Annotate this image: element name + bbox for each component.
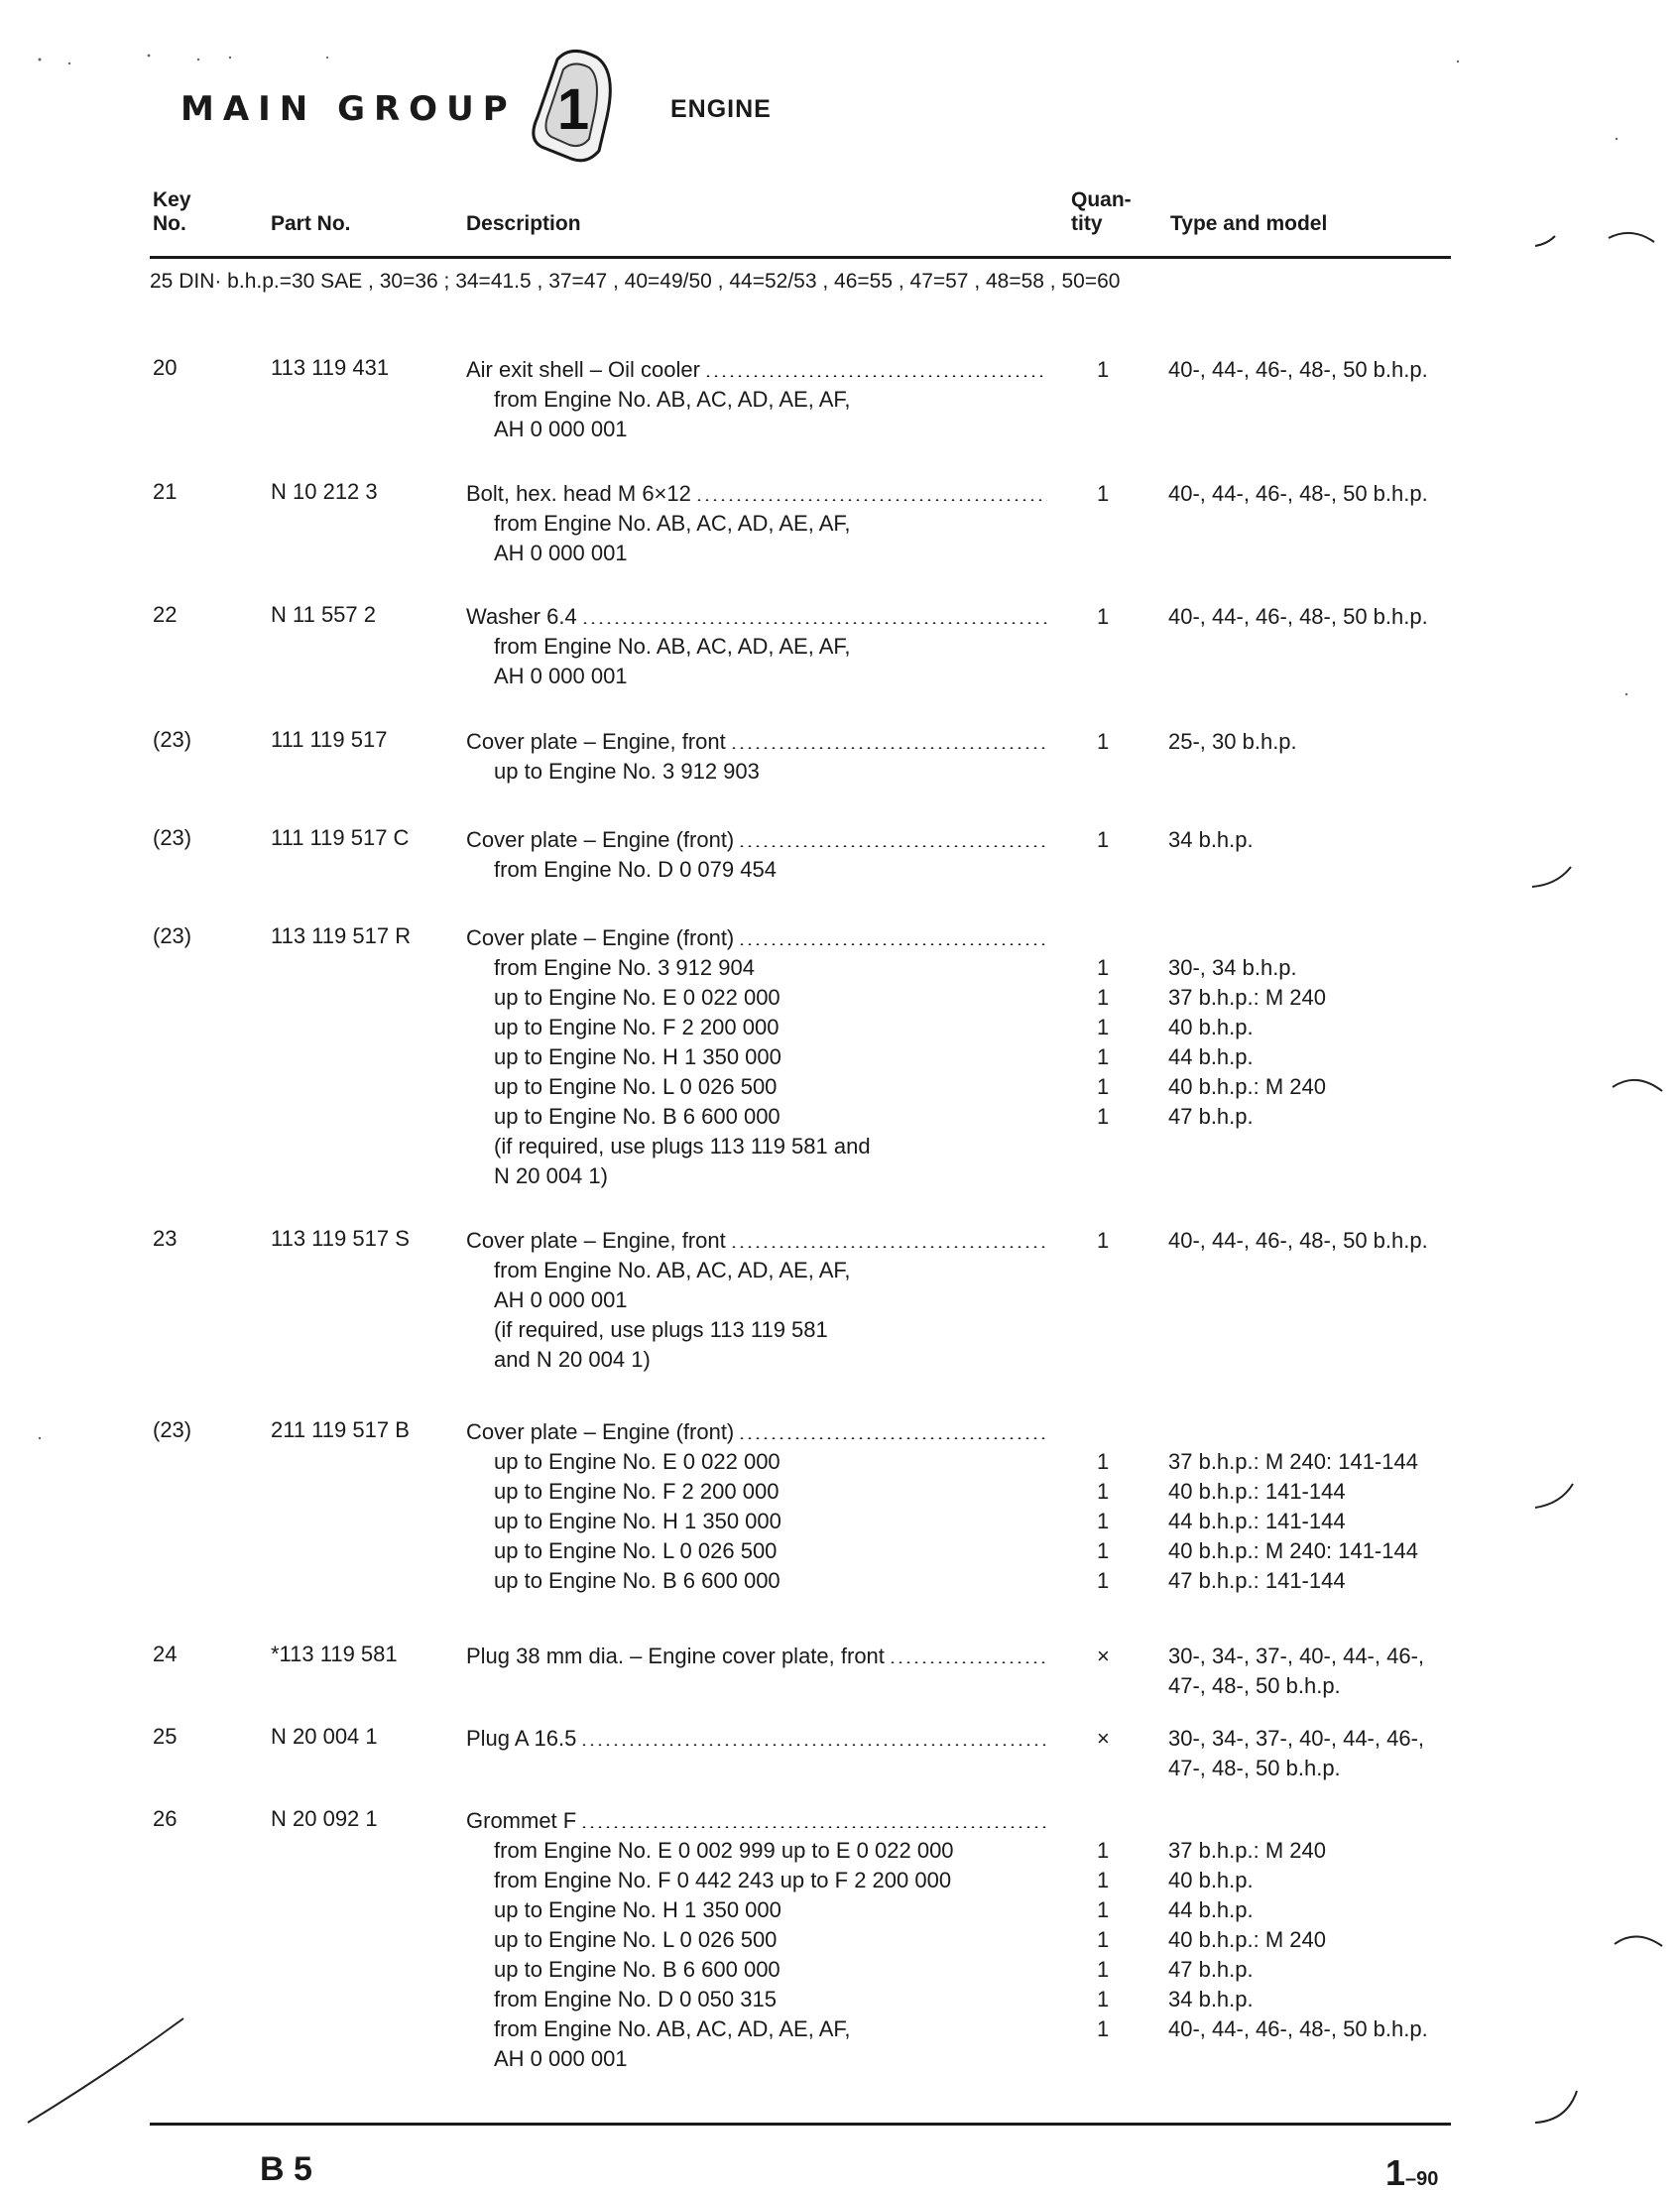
main-group-label: MAIN GROUP xyxy=(180,89,517,129)
entry-line xyxy=(466,1866,1676,1895)
type-model: 40-, 44-, 46-, 48-, 50 b.h.p. xyxy=(1168,2016,1428,2041)
quantity: 1 xyxy=(1097,729,1110,754)
part-number: 113 119 517 S xyxy=(271,1226,410,1251)
key-number: (23) xyxy=(153,923,192,948)
description-main xyxy=(466,727,1051,757)
quantity: 1 xyxy=(1097,1568,1110,1593)
description-detail: up to Engine No. B 6 600 000 xyxy=(494,1568,780,1593)
description-text: Air exit shell – Oil cooler xyxy=(466,357,700,382)
type-model: 40 b.h.p.: M 240 xyxy=(1168,1074,1326,1099)
type-model: 40-, 44-, 46-, 48-, 50 b.h.p. xyxy=(1168,604,1428,629)
page-number: 1–90 xyxy=(1385,2152,1439,2193)
quantity: × xyxy=(1097,1644,1110,1668)
key-number: (23) xyxy=(153,1417,192,1442)
description-detail: and N 20 004 1) xyxy=(494,1347,651,1372)
header-rule xyxy=(150,256,1451,259)
description-main xyxy=(466,1417,1051,1447)
part-number: *113 119 581 xyxy=(271,1642,398,1666)
entry-line xyxy=(466,1754,1676,1783)
entry-line xyxy=(466,727,1676,757)
dot-leader xyxy=(730,747,1047,749)
entry-line xyxy=(466,1925,1676,1955)
entry-line xyxy=(466,953,1676,983)
entry-lines xyxy=(466,727,1676,787)
quantity: 1 xyxy=(1097,1897,1110,1922)
quantity: 1 xyxy=(1097,1838,1110,1863)
entry-line xyxy=(466,2044,1676,2074)
quantity: 1 xyxy=(1097,604,1110,629)
description-detail: AH 0 000 001 xyxy=(494,417,628,441)
entry-line xyxy=(466,1013,1676,1042)
dot-leader xyxy=(889,1661,1047,1663)
description-main xyxy=(466,479,1051,509)
entry-line xyxy=(466,1285,1676,1315)
description-text: Cover plate – Engine (front) xyxy=(466,925,735,950)
entry-line xyxy=(466,1895,1676,1925)
description-detail: AH 0 000 001 xyxy=(494,664,628,688)
description-detail: from Engine No. AB, AC, AD, AE, AF, xyxy=(494,387,851,412)
part-number: 111 119 517 C xyxy=(271,825,410,850)
description-detail: up to Engine No. L 0 026 500 xyxy=(494,1074,778,1099)
entry-line xyxy=(466,1161,1676,1191)
entry-lines xyxy=(466,1417,1676,1596)
entry-line xyxy=(466,1226,1676,1256)
entry-lines xyxy=(466,1226,1676,1375)
quantity: 1 xyxy=(1097,1015,1110,1039)
entry-line xyxy=(466,1345,1676,1375)
footer-code: B 5 xyxy=(260,2150,312,2188)
description-main xyxy=(466,1226,1051,1256)
description-main xyxy=(466,602,1051,632)
group-number-text: 1 xyxy=(556,77,590,142)
entry-line xyxy=(466,415,1676,444)
entry-line xyxy=(466,1955,1676,1985)
description-detail: from Engine No. 3 912 904 xyxy=(494,955,755,980)
part-number: 211 119 517 B xyxy=(271,1417,410,1442)
quantity: 1 xyxy=(1097,1927,1110,1952)
quantity: 1 xyxy=(1097,1044,1110,1069)
part-number: 113 119 517 R xyxy=(271,923,412,948)
entry-line xyxy=(466,1256,1676,1285)
entry-line xyxy=(466,1836,1676,1866)
description-main xyxy=(466,355,1051,385)
description-text: Plug A 16.5 xyxy=(466,1726,577,1751)
entry-line xyxy=(466,855,1676,885)
description-main xyxy=(466,923,1051,953)
entry-line xyxy=(466,825,1676,855)
column-header-quantity: Quan- tity xyxy=(1071,188,1132,235)
entry-line xyxy=(466,509,1676,539)
page-number-main: 1 xyxy=(1385,2152,1406,2193)
key-number: (23) xyxy=(153,825,192,850)
entry-line xyxy=(466,1132,1676,1161)
description-detail: from Engine No. E 0 002 999 up to E 0 022 000 xyxy=(494,1838,954,1863)
entry-lines xyxy=(466,1724,1676,1783)
key-number: 21 xyxy=(153,479,178,504)
type-model: 25-, 30 b.h.p. xyxy=(1168,729,1297,754)
quantity: 1 xyxy=(1097,955,1110,980)
description-detail: up to Engine No. F 2 200 000 xyxy=(494,1015,780,1039)
type-model: 44 b.h.p.: 141-144 xyxy=(1168,1509,1346,1533)
entry-line xyxy=(466,1566,1676,1596)
description-detail: up to Engine No. F 2 200 000 xyxy=(494,1479,780,1504)
quantity: 1 xyxy=(1097,1479,1110,1504)
page-number-sub: 90 xyxy=(1416,2168,1439,2190)
key-number: 24 xyxy=(153,1642,178,1666)
footer-rule xyxy=(150,2123,1451,2126)
description-text: Plug 38 mm dia. – Engine cover plate, front xyxy=(466,1644,885,1668)
hp-equivalence-note: 25 DIN· b.h.p.=30 SAE , 30=36 ; 34=41.5 , 37=47 , 40=49/50 , 44=52/53 , 46=55 , 47=57 , 48=58 , 50=60 xyxy=(150,270,1121,293)
type-model: 40 b.h.p. xyxy=(1168,1868,1254,1892)
type-model: 47 b.h.p. xyxy=(1168,1104,1254,1129)
description-detail: from Engine No. AB, AC, AD, AE, AF, xyxy=(494,1258,851,1282)
quantity: 1 xyxy=(1097,1509,1110,1533)
type-model: 30-, 34-, 37-, 40-, 44-, 46-, xyxy=(1168,1644,1425,1668)
quantity: 1 xyxy=(1097,1074,1110,1099)
quantity: 1 xyxy=(1097,481,1110,506)
description-detail: up to Engine No. L 0 026 500 xyxy=(494,1538,778,1563)
quantity: 1 xyxy=(1097,1957,1110,1982)
quantity: 1 xyxy=(1097,2016,1110,2041)
type-model: 40-, 44-, 46-, 48-, 50 b.h.p. xyxy=(1168,481,1428,506)
key-number: 23 xyxy=(153,1226,178,1251)
description-detail: up to Engine No. 3 912 903 xyxy=(494,759,760,784)
dot-leader xyxy=(581,622,1047,624)
description-detail: AH 0 000 001 xyxy=(494,2046,628,2071)
dot-leader xyxy=(738,845,1047,847)
description-detail: (if required, use plugs 113 119 581 and xyxy=(494,1134,871,1158)
dot-leader xyxy=(730,1246,1047,1248)
type-model: 40-, 44-, 46-, 48-, 50 b.h.p. xyxy=(1168,1228,1428,1253)
entry-lines xyxy=(466,479,1676,568)
type-model: 44 b.h.p. xyxy=(1168,1897,1254,1922)
column-header-key-no: Key No. xyxy=(153,188,191,235)
description-text: Grommet F xyxy=(466,1808,577,1833)
description-detail: from Engine No. F 0 442 243 up to F 2 200 000 xyxy=(494,1868,952,1892)
entry-line xyxy=(466,1507,1676,1536)
quantity: 1 xyxy=(1097,1228,1110,1253)
part-number: N 11 557 2 xyxy=(271,602,377,627)
entry-line xyxy=(466,1447,1676,1477)
entry-line xyxy=(466,1042,1676,1072)
entry-line xyxy=(466,602,1676,632)
type-model: 34 b.h.p. xyxy=(1168,827,1254,852)
part-number: 111 119 517 xyxy=(271,727,388,752)
type-model: 40 b.h.p.: M 240: 141-144 xyxy=(1168,1538,1418,1563)
entry-lines xyxy=(466,923,1676,1191)
description-main xyxy=(466,1642,1051,1671)
description-text: Cover plate – Engine (front) xyxy=(466,827,735,852)
description-detail: from Engine No. AB, AC, AD, AE, AF, xyxy=(494,511,851,536)
description-main xyxy=(466,1724,1051,1754)
entry-lines xyxy=(466,355,1676,444)
type-model: 34 b.h.p. xyxy=(1168,1987,1254,2011)
description-detail: up to Engine No. H 1 350 000 xyxy=(494,1044,781,1069)
entry-line xyxy=(466,1671,1676,1701)
entry-lines xyxy=(466,1642,1676,1701)
description-detail: from Engine No. D 0 050 315 xyxy=(494,1987,777,2011)
quantity: 1 xyxy=(1097,1449,1110,1474)
description-detail: up to Engine No. E 0 022 000 xyxy=(494,1449,780,1474)
description-main xyxy=(466,825,1051,855)
entry-lines xyxy=(466,602,1676,691)
entry-line xyxy=(466,1806,1676,1836)
quantity: 1 xyxy=(1097,1987,1110,2011)
description-detail: AH 0 000 001 xyxy=(494,1287,628,1312)
entry-line xyxy=(466,1642,1676,1671)
description-detail: up to Engine No. E 0 022 000 xyxy=(494,985,780,1010)
type-model: 47-, 48-, 50 b.h.p. xyxy=(1168,1756,1341,1780)
entry-line xyxy=(466,1985,1676,2014)
part-number: 113 119 431 xyxy=(271,355,390,380)
type-model: 47 b.h.p. xyxy=(1168,1957,1254,1982)
dot-leader xyxy=(738,1437,1047,1439)
section-title: ENGINE xyxy=(670,95,772,123)
entry-line xyxy=(466,1315,1676,1345)
entry-lines xyxy=(466,1806,1676,2074)
part-number: N 20 092 1 xyxy=(271,1806,378,1831)
type-model: 44 b.h.p. xyxy=(1168,1044,1254,1069)
quantity: 1 xyxy=(1097,1868,1110,1892)
type-model: 40 b.h.p.: 141-144 xyxy=(1168,1479,1346,1504)
entry-line xyxy=(466,479,1676,509)
quantity: 1 xyxy=(1097,985,1110,1010)
description-main xyxy=(466,1806,1051,1836)
description-text: Bolt, hex. head M 6×12 xyxy=(466,481,691,506)
entry-line xyxy=(466,1417,1676,1447)
column-header-part-no: Part No. xyxy=(271,212,351,235)
type-model: 40 b.h.p.: M 240 xyxy=(1168,1927,1326,1952)
type-model: 40-, 44-, 46-, 48-, 50 b.h.p. xyxy=(1168,357,1428,382)
description-detail: up to Engine No. H 1 350 000 xyxy=(494,1509,781,1533)
entry-line xyxy=(466,2014,1676,2044)
description-detail: up to Engine No. B 6 600 000 xyxy=(494,1957,780,1982)
group-number-emblem xyxy=(528,48,615,165)
description-detail: AH 0 000 001 xyxy=(494,541,628,565)
entry-line xyxy=(466,1102,1676,1132)
dot-leader xyxy=(580,1826,1047,1828)
entry-line xyxy=(466,1724,1676,1754)
description-text: Cover plate – Engine, front xyxy=(466,729,726,754)
description-detail: from Engine No. AB, AC, AD, AE, AF, xyxy=(494,634,851,659)
entry-line xyxy=(466,385,1676,415)
description-detail: N 20 004 1) xyxy=(494,1163,608,1188)
description-detail: from Engine No. D 0 079 454 xyxy=(494,857,777,882)
part-number: N 10 212 3 xyxy=(271,479,378,504)
type-model: 37 b.h.p.: M 240 xyxy=(1168,1838,1326,1863)
column-header-description: Description xyxy=(466,212,581,235)
quantity: 1 xyxy=(1097,357,1110,382)
description-text: Cover plate – Engine (front) xyxy=(466,1419,735,1444)
dot-leader xyxy=(704,375,1047,377)
quantity: 1 xyxy=(1097,1104,1110,1129)
description-detail: from Engine No. AB, AC, AD, AE, AF, xyxy=(494,2016,851,2041)
entry-line xyxy=(466,355,1676,385)
description-detail: up to Engine No. B 6 600 000 xyxy=(494,1104,780,1129)
type-model: 47-, 48-, 50 b.h.p. xyxy=(1168,1673,1341,1698)
type-model: 37 b.h.p.: M 240: 141-144 xyxy=(1168,1449,1418,1474)
key-number: 20 xyxy=(153,355,178,380)
quantity: 1 xyxy=(1097,1538,1110,1563)
description-text: Washer 6.4 xyxy=(466,604,577,629)
key-number: 26 xyxy=(153,1806,178,1831)
type-model: 40 b.h.p. xyxy=(1168,1015,1254,1039)
entry-line xyxy=(466,632,1676,662)
column-header-type-model: Type and model xyxy=(1170,212,1328,235)
dot-leader xyxy=(738,943,1047,945)
entry-line xyxy=(466,923,1676,953)
entry-line xyxy=(466,539,1676,568)
entry-line xyxy=(466,1536,1676,1566)
dot-leader xyxy=(580,1744,1047,1746)
quantity: × xyxy=(1097,1726,1110,1751)
dot-leader xyxy=(695,499,1047,501)
entry-line xyxy=(466,662,1676,691)
entry-line xyxy=(466,983,1676,1013)
description-detail: up to Engine No. L 0 026 500 xyxy=(494,1927,778,1952)
type-model: 47 b.h.p.: 141-144 xyxy=(1168,1568,1346,1593)
quantity: 1 xyxy=(1097,827,1110,852)
key-number: 22 xyxy=(153,602,178,627)
entry-line xyxy=(466,757,1676,787)
type-model: 30-, 34 b.h.p. xyxy=(1168,955,1297,980)
entry-lines xyxy=(466,825,1676,885)
entry-line xyxy=(466,1477,1676,1507)
key-number: (23) xyxy=(153,727,192,752)
type-model: 30-, 34-, 37-, 40-, 44-, 46-, xyxy=(1168,1726,1425,1751)
description-detail: (if required, use plugs 113 119 581 xyxy=(494,1317,828,1342)
type-model: 37 b.h.p.: M 240 xyxy=(1168,985,1326,1010)
part-number: N 20 004 1 xyxy=(271,1724,378,1749)
description-text: Cover plate – Engine, front xyxy=(466,1228,726,1253)
description-detail: up to Engine No. H 1 350 000 xyxy=(494,1897,781,1922)
entry-line xyxy=(466,1072,1676,1102)
key-number: 25 xyxy=(153,1724,178,1749)
